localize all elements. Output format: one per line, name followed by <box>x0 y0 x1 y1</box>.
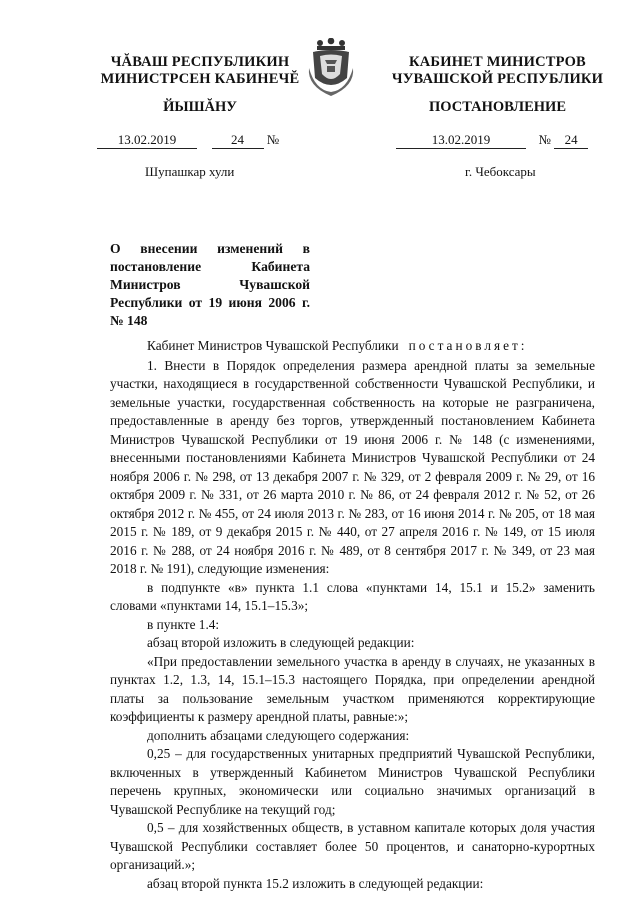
number-right: 24 <box>554 132 588 149</box>
issuer-line-1: КАБИНЕТ МИНИСТРОВ <box>409 54 586 70</box>
body-paragraph: абзац второй пункта 15.2 изложить в следующей редакции: <box>147 875 484 891</box>
body-paragraph: «При предоставлении земельного участка в аренду в случаях, не указанных в пунктах 1.2, 1.3, 14, 15.1–15.3 настоящего Порядка, при определении арендной платы за пользование земельным участком применяются корректирующие коэффициенты к размеру арендной платы, равные:»; <box>110 653 595 724</box>
date-number-left <box>97 132 279 149</box>
date-number-right <box>396 132 588 149</box>
issuer-line-2: МИНИСТРСЕН КАБИНЕЧĔ <box>100 71 300 87</box>
body-paragraph: в подпункте «в» пункта 1.1 слова «пунктами 14, 15.1 и 15.2» заменить словами «пунктами 14, 15.1–15.3»; <box>110 579 595 613</box>
number-sign: № <box>266 132 280 147</box>
body-paragraph: 0,25 – для государственных унитарных предприятий Чувашской Республики, включенных в утвержденный Кабинетом Министров Чувашской Республики перечень крупных, экономически или социально значимых организаций в Чувашской Республике на текущий год; <box>110 746 595 817</box>
city-chuvash: Шупашкар хули <box>145 164 235 179</box>
body-paragraph: 1. Внести в Порядок определения размера арендной платы за земельные участки, находящиеся в государственной собственности Чувашской Республики, и земельные участки, государственная собственность на которые не разграничена, предоставленные в аренду без торгов, утвержденный постановлением Кабинета Министров Чувашской Республики от 19 июня 2006 г. № 148 (с изменениями, внесенными постановлениями Кабинета Министров Чувашской Республики от 24 ноября 2006 г. № 298, от 13 декабря 2007 г. № 329, от 2 февраля 2009 г. № 29, от 16 октября 2009 г. № 331, от 26 марта 2010 г. № 86, от 24 февраля 2012 г. № 52, от 26 октября 2012 г. № 455, от 24 июля 2013 г. № 283, от 16 июня 2014 г. № 205, от 18 мая 2015 г. № 189, от 9 декабря 2015 г. № 440, от 27 апреля 2016 г. № 149, от 15 июля 2016 г. № 288, от 24 ноября 2016 г. № 489, от 8 сентября 2017 г. № 349, от 23 мая 2018 г. № 191), следующие изменения: <box>110 357 595 576</box>
chuvash-emblem-icon <box>303 38 359 100</box>
issuer-line-1: ЧĂВАШ РЕСПУБЛИКИН <box>110 54 290 70</box>
document-body <box>110 337 595 893</box>
date-left: 13.02.2019 <box>97 132 197 149</box>
document-title: О внесении изменений в постановление Кабинета Министров Чувашской Республики от 19 июня 2006 г. № 148 <box>110 241 310 328</box>
issuer-name-russian <box>385 54 610 88</box>
number-left: 24 <box>212 132 264 149</box>
issuer-line-2: ЧУВАШСКОЙ РЕСПУБЛИКИ <box>391 71 604 87</box>
intro-paragraph <box>110 337 595 356</box>
issuer-name-chuvash <box>100 54 300 88</box>
city-russian: г. Чебоксары <box>465 164 536 179</box>
date-right: 13.02.2019 <box>396 132 526 149</box>
number-sign: № <box>538 132 551 147</box>
body-paragraph: абзац второй изложить в следующей редакции: <box>147 635 415 650</box>
body-paragraph: 0,5 – для хозяйственных обществ, в уставном капитале которых доля участия Чувашской Республики составляет более 50 процентов, и санаторно-курортных организаций.»; <box>110 820 595 872</box>
body-paragraph: дополнить абзацами следующего содержания: <box>147 727 410 743</box>
doc-type-russian: ПОСТАНОВЛЕНИЕ <box>428 99 566 115</box>
doc-type-chuvash: ЙЫШĂНУ <box>163 99 237 115</box>
intro-lead: Кабинет Министров Чувашской Республики <box>147 338 399 353</box>
intro-verb: постановляет: <box>408 338 528 353</box>
body-paragraph: в пункте 1.4: <box>147 616 220 632</box>
